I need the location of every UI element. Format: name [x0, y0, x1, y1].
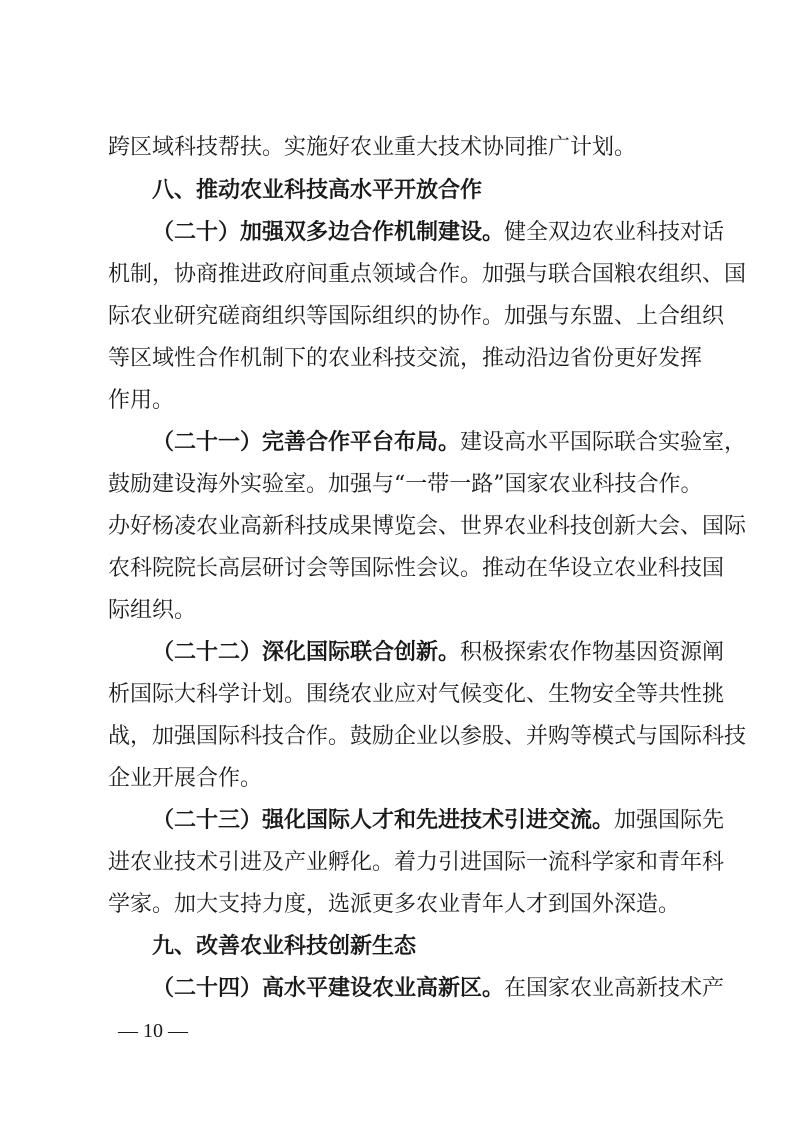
- paragraph-20-text: 健全双边农业科技对话: [504, 220, 725, 245]
- paragraph-24-title: （二十四）高水平建设农业高新区。: [152, 976, 505, 1001]
- text-line: 学家。加大支持力度，选派更多农业青年人才到国外深造。: [108, 892, 681, 917]
- text-line: 际农业研究磋商组织等国际组织的协作。加强与东盟、上合组织: [108, 304, 725, 329]
- paragraph-22-text: 积极探索农作物基因资源阐: [460, 640, 725, 665]
- section-heading-9: 九、改善农业科技创新生态: [152, 934, 417, 959]
- page-number: — 10 —: [118, 1020, 188, 1042]
- paragraph-22-title: （二十二）深化国际联合创新。: [152, 640, 461, 665]
- text-line: 企业开展合作。: [108, 766, 263, 791]
- section-heading-8: 八、推动农业科技高水平开放合作: [152, 178, 483, 203]
- paragraph-24-text: 在国家农业高新技术产: [504, 976, 725, 1001]
- text-line: 作用。: [108, 388, 175, 413]
- paragraph-23-title: （二十三）强化国际人才和先进技术引进交流。: [152, 808, 615, 833]
- text-line: 鼓励建设海外实验室。加强与“一带一路”国家农业科技合作。: [108, 472, 703, 497]
- paragraph-22-line-1: [152, 638, 725, 668]
- text-line: 等区域性合作机制下的农业科技交流，推动沿边省份更好发挥: [108, 346, 703, 371]
- paragraph-21-title: （二十一）完善合作平台布局。: [152, 430, 461, 455]
- paragraph-23-text: 加强国际先: [614, 808, 725, 833]
- text-line: 机制，协商推进政府间重点领域合作。加强与联合国粮农组织、国: [108, 262, 747, 287]
- text-line: 农科院院长高层研讨会等国际性会议。推动在华设立农业科技国: [108, 556, 725, 581]
- text-line: 跨区域科技帮扶。实施好农业重大技术协同推广计划。: [108, 135, 637, 160]
- text-line: 进农业技术引进及产业孵化。着力引进国际一流科学家和青年科: [108, 850, 725, 875]
- paragraph-21-line-1: [152, 428, 747, 458]
- text-line: 析国际大科学计划。围绕农业应对气候变化、生物安全等共性挑: [108, 682, 725, 707]
- paragraph-20-line-1: [152, 218, 725, 248]
- paragraph-21-text: 建设高水平国际联合实验室，: [460, 430, 747, 455]
- text-line: 办好杨凌农业高新科技成果博览会、世界农业科技创新大会、国际: [108, 514, 747, 539]
- paragraph-20-title: （二十）加强双多边合作机制建设。: [152, 220, 505, 245]
- paragraph-23-line-1: [152, 806, 725, 836]
- text-line: 战，加强国际科技合作。鼓励企业以参股、并购等模式与国际科技: [108, 724, 747, 749]
- text-line: 际组织。: [108, 598, 197, 623]
- paragraph-24-line-1: [152, 974, 725, 1004]
